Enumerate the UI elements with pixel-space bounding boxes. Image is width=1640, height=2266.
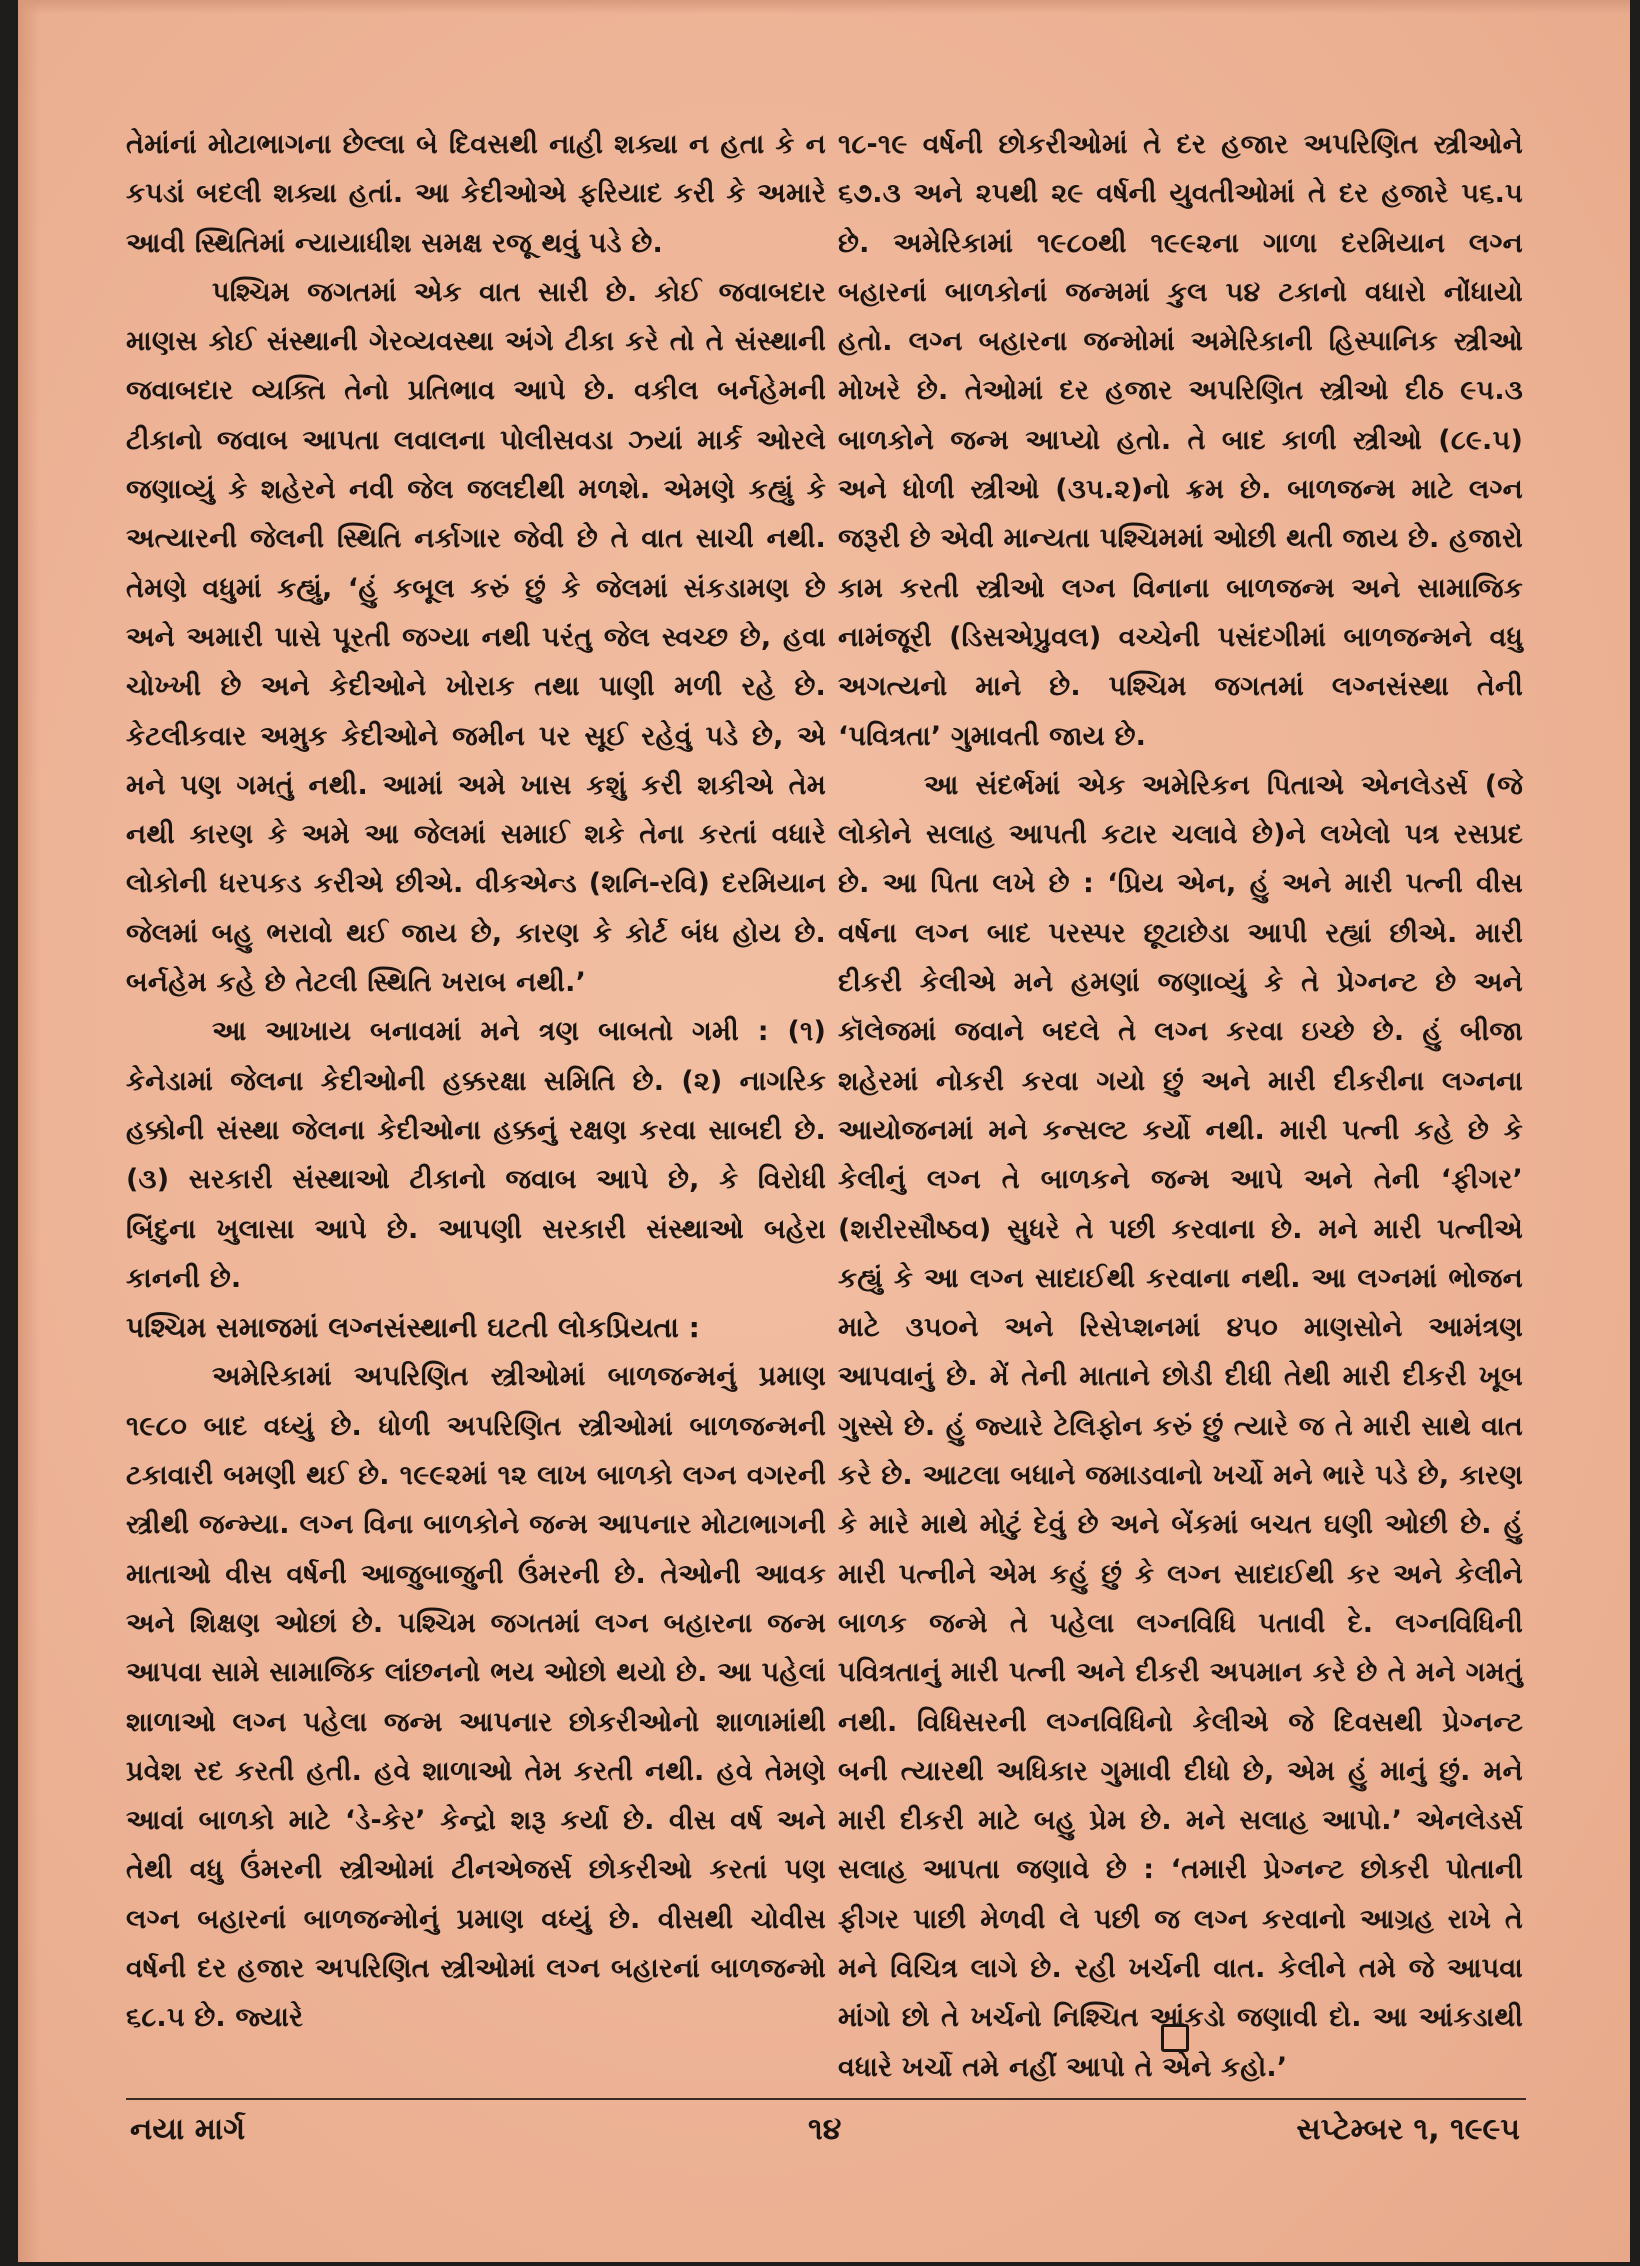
page-edge-shadow: [18, 0, 1630, 14]
article-end-square-icon: [1161, 2024, 1189, 2052]
left-paragraph-2: પશ્ચિમ જગતમાં એક વાત સારી છે. કોઈ જવાબદાર માણસ કોઈ સંસ્થાની ગેરવ્યવસ્થા અંગે ટીકા કરે તો તે સંસ્થાની જવાબદાર વ્યક્તિ તેનો પ્રતિભાવ આપે છે. વકીલ બર્નહેમની ટીકાનો જવાબ આપતા લવાલના પોલીસવડા ઝ્યાં માર્ક ઓરલે જણાવ્યું કે શહેરને નવી જેલ જલદીથી મળશે. એમણે કહ્યું કે અત્યારની જેલની સ્થિતિ નર્કાગાર જેવી છે તે વાત સાચી નથી. તેમણે વધુમાં કહ્યું, ‘હું કબૂલ કરું છું કે જેલમાં સંકડામણ છે અને અમારી પાસે પૂરતી જગ્યા નથી પરંતુ જેલ સ્વચ્છ છે, હવા ચોખ્ખી છે અને કેદીઓને ખોરાક તથા પાણી મળી રહે છે. કેટલીકવાર અમુક કેદીઓને જમીન પર સૂઈ રહેવું પડે છે, એ મને પણ ગમતું નથી. આમાં અમે ખાસ કશું કરી શકીએ તેમ નથી કારણ કે અમે આ જેલમાં સમાઈ શકે તેના કરતાં વધારે લોકોની ધરપકડ કરીએ છીએ. વીકએન્ડ (શનિ-રવિ) દરમિયાન જેલમાં બહુ ભરાવો થઈ જાય છે, કારણ કે કોર્ટ બંધ હોય છે. બર્નહેમ કહે છે તેટલી સ્થિતિ ખરાબ નથી.’: [126, 276, 826, 999]
right-column: [838, 120, 1523, 2092]
right-paragraph-2: આ સંદર્ભમાં એક અમેરિકન પિતાએ એનલેડર્સ (જે લોકોને સલાહ આપતી કટાર ચલાવે છે)ને લખેલો પત્ર રસપ્રદ છે. આ પિતા લખે છે : ‘પ્રિય એન, હું અને મારી પત્ની વીસ વર્ષના લગ્ન બાદ પરસ્પર છૂટાછેડા આપી રહ્યાં છીએ. મારી દીકરી કેલીએ મને હમણાં જણાવ્યું કે તે પ્રેગ્નન્ટ છે અને કૉલેજમાં જવાને બદલે તે લગ્ન કરવા ઇચ્છે છે. હું બીજા શહેરમાં નોકરી કરવા ગયો છું અને મારી દીકરીના લગ્નના આયોજનમાં મને કન્સલ્ટ કર્યો નથી. મારી પત્ની કહે છે કે કેલીનું લગ્ન તે બાળકને જન્મ આપે અને તેની ‘ફીગર’ (શરીરસૌષ્ઠવ) સુધરે તે પછી કરવાના છે. મને મારી પત્નીએ કહ્યું કે આ લગ્ન સાદાઈથી કરવાના નથી. આ લગ્નમાં ભોજન માટે ૩૫૦ને અને રિસેપ્શનમાં ૪૫૦ માણસોને આમંત્રણ આપવાનું છે. મેં તેની માતાને છોડી દીધી તેથી મારી દીકરી ખૂબ ગુસ્સે છે. હું જ્યારે ટેલિફોન કરું છું ત્યારે જ તે મારી સાથે વાત કરે છે. આટલા બધાને જમાડવાનો ખર્ચો મને ભારે પડે છે, કારણ કે મારે માથે મોટું દેવું છે અને બેંકમાં બચત ઘણી ઓછી છે. હું મારી પત્નીને એમ કહું છું કે લગ્ન સાદાઈથી કર અને કેલીને બાળક જન્મે તે પહેલા લગ્નવિધિ પતાવી દે. લગ્નવિધિની પવિત્રતાનું મારી પત્ની અને દીકરી અપમાન કરે છે તે મને ગમતું નથી. વિધિસરની લગ્નવિધિનો કેલીએ જે દિવસથી પ્રેગ્નન્ટ બની ત્યારથી અધિકાર ગુમાવી દીધો છે, એમ હું માનું છું. મને મારી દીકરી માટે બહુ પ્રેમ છે. મને સલાહ આપો.’ એનલેડર્સ સલાહ આપતા જણાવે છે : ‘તમારી પ્રેગ્નન્ટ છોકરી પોતાની ફીગર પાછી મેળવી લે પછી જ લગ્ન કરવાનો આગ્રહ રાખે તે મને વિચિત્ર લાગે છે. રહી ખર્ચની વાત. કેલીને તમે જે આપવા માંગો છો તે ખર્ચનો નિશ્ચિત આંકડો જણાવી દો. આ આંકડાથી વધારે ખર્ચો તમે નહીં આપો તે એને કહો.’: [838, 769, 1523, 2083]
right-paragraph-1: ૧૮-૧૯ વર્ષની છોકરીઓમાં તે દર હજાર અપરિણિત સ્ત્રીઓને ૬૭.૩ અને ૨૫થી ૨૯ વર્ષની યુવતીઓમાં તે દર હજારે ૫૬.૫ છે. અમેરિકામાં ૧૯૮૦થી ૧૯૯૨ના ગાળા દરમિયાન લગ્ન બહારનાં બાળકોનાં જન્મમાં કુલ ૫૪ ટકાનો વધારો નોંધાયો હતો. લગ્ન બહારના જન્મોમાં અમેરિકાની હિસ્પાનિક સ્ત્રીઓ મોખરે છે. તેઓમાં દર હજાર અપરિણિત સ્ત્રીઓ દીઠ ૯૫.૩ બાળકોને જન્મ આપ્યો હતો. તે બાદ કાળી સ્ત્રીઓ (૮૯.૫) અને ધોળી સ્ત્રીઓ (૩૫.૨)નો ક્રમ છે. બાળજન્મ માટે લગ્ન જરૂરી છે એવી માન્યતા પશ્ચિમમાં ઓછી થતી જાય છે. હજારો કામ કરતી સ્ત્રીઓ લગ્ન વિનાના બાળજન્મ અને સામાજિક નામંજૂરી (ડિસએપ્રુવલ) વચ્ચેની પસંદગીમાં બાળજન્મને વધુ અગત્યનો માને છે. પશ્ચિમ જગતમાં લગ્નસંસ્થા તેની ‘પવિત્રતા’ ગુમાવતી જાય છે.: [838, 129, 1523, 752]
page-edge-shadow-left: [18, 0, 40, 2262]
footer-magazine-name: નયા માર્ગ: [130, 2112, 246, 2147]
left-column: [126, 120, 826, 2043]
left-paragraph-1: તેમાંનાં મોટાભાગના છેલ્લા બે દિવસથી નાહી શક્યા ન હતા કે ન કપડાં બદલી શક્યા હતાં. આ કેદીઓએ ફરિયાદ કરી કે અમારે આવી સ્થિતિમાં ન્યાયાધીશ સમક્ષ રજૂ થવું પડે છે.: [126, 129, 826, 259]
left-paragraph-3: આ આખાય બનાવમાં મને ત્રણ બાબતો ગમી : (૧) કેનેડામાં જેલના કેદીઓની હક્કરક્ષા સમિતિ છે. (૨) નાગરિક હક્કોની સંસ્થા જેલના કેદીઓના હક્કનું રક્ષણ કરવા સાબદી છે. (૩) સરકારી સંસ્થાઓ ટીકાનો જવાબ આપે છે, કે વિરોધી બિંદુના ખુલાસા આપે છે. આપણી સરકારી સંસ્થાઓ બહેરા કાનની છે.: [126, 1016, 826, 1294]
left-paragraph-4: અમેરિકામાં અપરિણિત સ્ત્રીઓમાં બાળજન્મનું પ્રમાણ ૧૯૮૦ બાદ વધ્યું છે. ધોળી અપરિણિત સ્ત્રીઓમાં બાળજન્મની ટકાવારી બમણી થઈ છે. ૧૯૯૨માં ૧૨ લાખ બાળકો લગ્ન વગરની સ્ત્રીથી જન્મ્યા. લગ્ન વિના બાળકોને જન્મ આપનાર મોટાભાગની માતાઓ વીસ વર્ષની આજુબાજુની ઉંમરની છે. તેઓની આવક અને શિક્ષણ ઓછાં છે. પશ્ચિમ જગતમાં લગ્ન બહારના જન્મ આપવા સામે સામાજિક લાંછનનો ભય ઓછો થયો છે. આ પહેલાં શાળાઓ લગ્ન પહેલા જન્મ આપનાર છોકરીઓનો શાળામાંથી પ્રવેશ રદ કરતી હતી. હવે શાળાઓ તેમ કરતી નથી. હવે તેમણે આવાં બાળકો માટે ‘ડે-કેર’ કેન્દ્રો શરૂ કર્યા છે. વીસ વર્ષ અને તેથી વધુ ઉંમરની સ્ત્રીઓમાં ટીનએજર્સ છોકરીઓ કરતાં પણ લગ્ન બહારનાં બાળજન્મોનું પ્રમાણ વધ્યું છે. વીસથી ચોવીસ વર્ષની દર હજાર અપરિણિત સ્ત્રીઓમાં લગ્ન બહારનાં બાળજન્મો ૬૮.૫ છે. જ્યારે: [126, 1361, 826, 2034]
footer-rule: [126, 2098, 1526, 2100]
magazine-page: [18, 0, 1630, 2262]
footer-date: સપ્ટેમ્બર ૧, ૧૯૯૫: [1296, 2112, 1520, 2147]
section-heading: પશ્ચિમ સમાજમાં લગ્નસંસ્થાની ઘટતી લોકપ્રિયતા :: [126, 1311, 700, 1345]
footer-page-number: ૧૪: [808, 2112, 842, 2147]
